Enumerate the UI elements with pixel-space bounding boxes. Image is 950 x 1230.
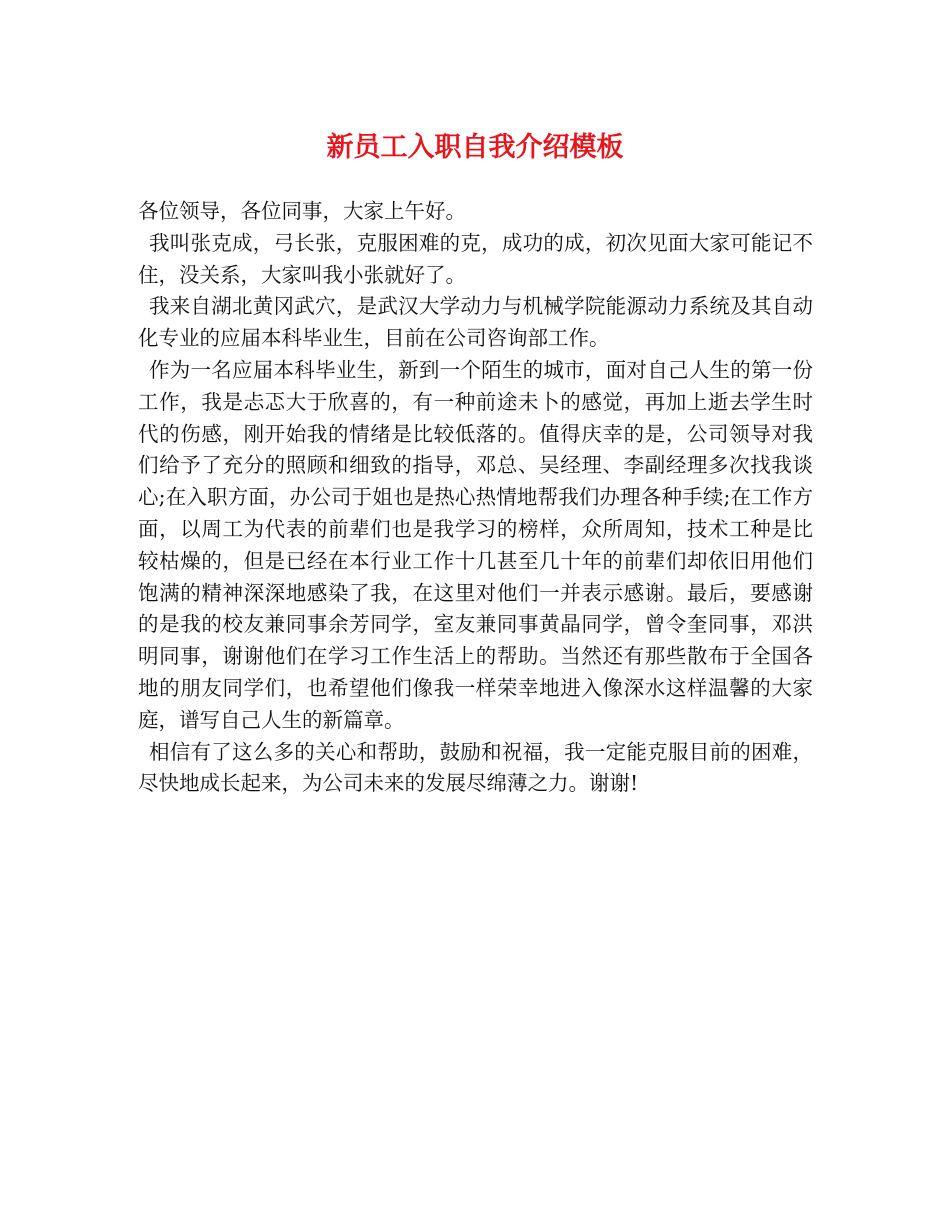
document-title: 新员工入职自我介绍模板: [326, 132, 624, 163]
paragraph-greeting: 各位领导，各位同事，大家上午好。: [138, 199, 466, 223]
document-body: [138, 196, 813, 800]
paragraph-origin: 我来自湖北黄冈武穴，是武汉大学动力与机械学院能源动力系统及其自动化专业的应届本科毕业生，目前在公司咨询部工作。: [138, 294, 813, 351]
paragraph-name: 我叫张克成，弓长张，克服困难的克，成功的成，初次见面大家可能记不住，没关系，大家叫我小张就好了。: [138, 230, 813, 287]
paragraph-closing: 相信有了这么多的关心和帮助，鼓励和祝福，我一定能克服目前的困难，尽快地成长起来，为公司未来的发展尽绵薄之力。谢谢!: [138, 739, 813, 796]
paragraph-experience: 作为一名应届本科毕业生，新到一个陌生的城市，面对自己人生的第一份工作，我是忐忑大于欣喜的，有一种前途未卜的感觉，再加上逝去学生时代的伤感，刚开始我的情绪是比较低落的。值得庆幸的是，公司领导对我们给予了充分的照顾和细致的指导，邓总、吴经理、李副经理多次找我谈心;在入职方面，办公司于姐也是热心热情地帮我们办理各种手续;在工作方面，以周工为代表的前辈们也是我学习的榜样，众所周知，技术工种是比较枯燥的，但是已经在本行业工作十几甚至几十年的前辈们却依旧用他们饱满的精神深深地感染了我，在这里对他们一并表示感谢。最后，要感谢的是我的校友兼同事余芳同学，室友兼同事黄晶同学，曾令奎同事，邓洪明同事，谢谢他们在学习工作生活上的帮助。当然还有那些散布于全国各地的朋友同学们，也希望他们像我一样荣幸地进入像深水这样温馨的大家庭，谱写自己人生的新篇章。: [138, 357, 813, 732]
